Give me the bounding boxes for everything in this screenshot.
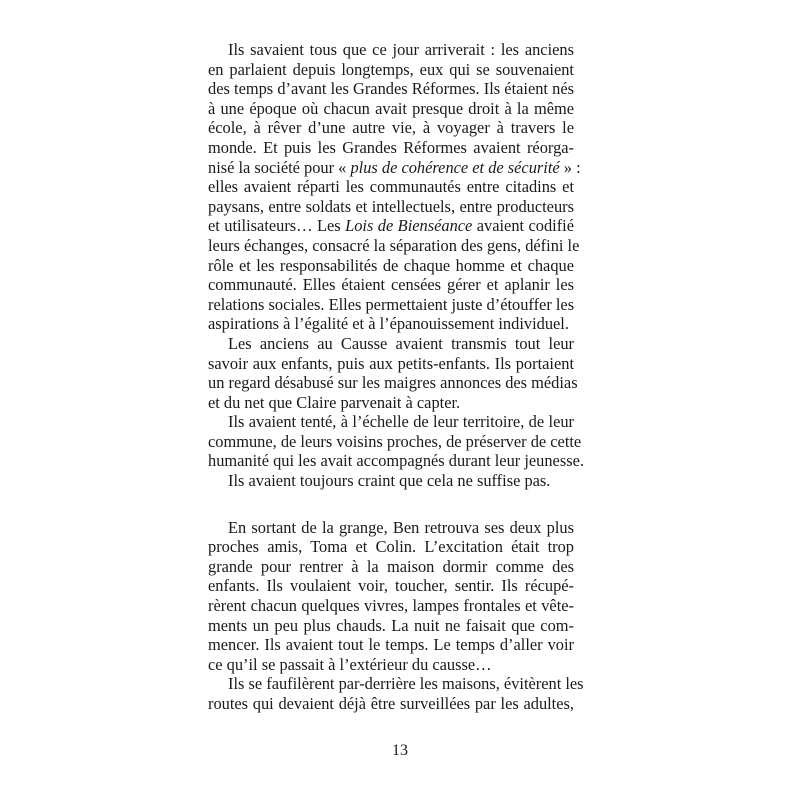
text-line: paysans, entre soldats et intellectuels, entre producteurs [208, 196, 574, 216]
text-line: grande pour rentrer à la maison dormir comme des [208, 556, 574, 576]
text-line: école, à rêver d’une autre vie, à voyager à travers le [208, 118, 574, 138]
text-line: à une époque où chacun avait presque droit à la même [208, 98, 574, 118]
paragraph-6 [208, 674, 584, 713]
text-line: routes qui devaient déjà être surveillées par les adultes, [208, 694, 574, 713]
text-line: des temps d’avant les Grandes Réformes. Ils étaient nés [208, 79, 574, 99]
text-line: commune, de leurs voisins proches, de préserver de cette [208, 431, 582, 451]
italic-title: Lois de Bienséance [345, 216, 473, 236]
text-line: Ils avaient toujours craint que cela ne suffise pas. [228, 471, 551, 491]
text-run: nisé la société pour « [208, 157, 351, 177]
paragraph-2 [208, 333, 578, 412]
text-line: leurs échanges, consacré la séparation des gens, défini le [208, 235, 580, 255]
text-line: Ils avaient tenté, à l’échelle de leur territoire, de leur [228, 412, 574, 432]
text-line: un regard désabusé sur les maigres annonces des médias [208, 373, 578, 393]
text-run: » : [559, 157, 581, 177]
italic-quote: plus de cohérence et de sécurité [350, 157, 560, 177]
page-number: 13 [392, 742, 408, 759]
text-line: Ils se faufilèrent par-derrière les maisons, évitèrent les [228, 674, 584, 694]
text-line: enfants. Ils voulaient voir, toucher, sentir. Ils récupé- [208, 576, 574, 596]
text-line: monde. Et puis les Grandes Réformes avaient réorga- [208, 137, 574, 157]
text-line: et du net que Claire parvenait à capter. [208, 392, 461, 412]
text-line: En sortant de la grange, Ben retrouva ses deux plus [228, 517, 574, 537]
text-line: humanité qui les avait accompagnés durant leur jeunesse. [208, 451, 584, 471]
text-run: et utilisateurs… Les [208, 216, 346, 236]
text-line [208, 216, 574, 236]
text-line: ments un peu plus chauds. La nuit ne faisait que com- [208, 615, 574, 635]
text-run: avaient codifié [472, 216, 574, 236]
text-line: rôle et les responsabilités de chaque homme et chaque [208, 255, 574, 275]
text-line: communauté. Elles étaient censées gérer et aplanir les [208, 275, 574, 295]
section-break [208, 491, 574, 518]
text-line [208, 157, 581, 178]
text-line: rèrent chacun quelques vivres, lampes frontales et vête- [208, 596, 574, 616]
text-line: relations sociales. Elles permettaient juste d’étouffer les [208, 294, 575, 314]
paragraph-4 [208, 471, 574, 491]
text-line: en parlaient depuis longtemps, eux qui se souvenaient [208, 59, 574, 79]
paragraph-3 [208, 412, 584, 471]
text-line: aspirations à l’égalité et à l’épanouissement individuel. [208, 314, 569, 334]
text-line: Ils savaient tous que ce jour arriverait : les anciens [228, 40, 574, 59]
book-page [208, 40, 584, 714]
text-line: proches amis, Toma et Colin. L’excitation était trop [208, 537, 574, 557]
text-line: ce qu’il se passait à l’extérieur du causse… [208, 654, 492, 674]
paragraph-1 [208, 40, 581, 334]
paragraph-5 [208, 518, 574, 675]
text-line: elles avaient réparti les communautés entre citadins et [208, 177, 574, 197]
text-line: mencer. Ils avaient tout le temps. Le temps d’aller voir [208, 635, 574, 655]
text-line: savoir aux enfants, puis aux petits-enfants. Ils portaient [208, 353, 574, 373]
text-line: Les anciens au Causse avaient transmis tout leur [228, 333, 574, 353]
